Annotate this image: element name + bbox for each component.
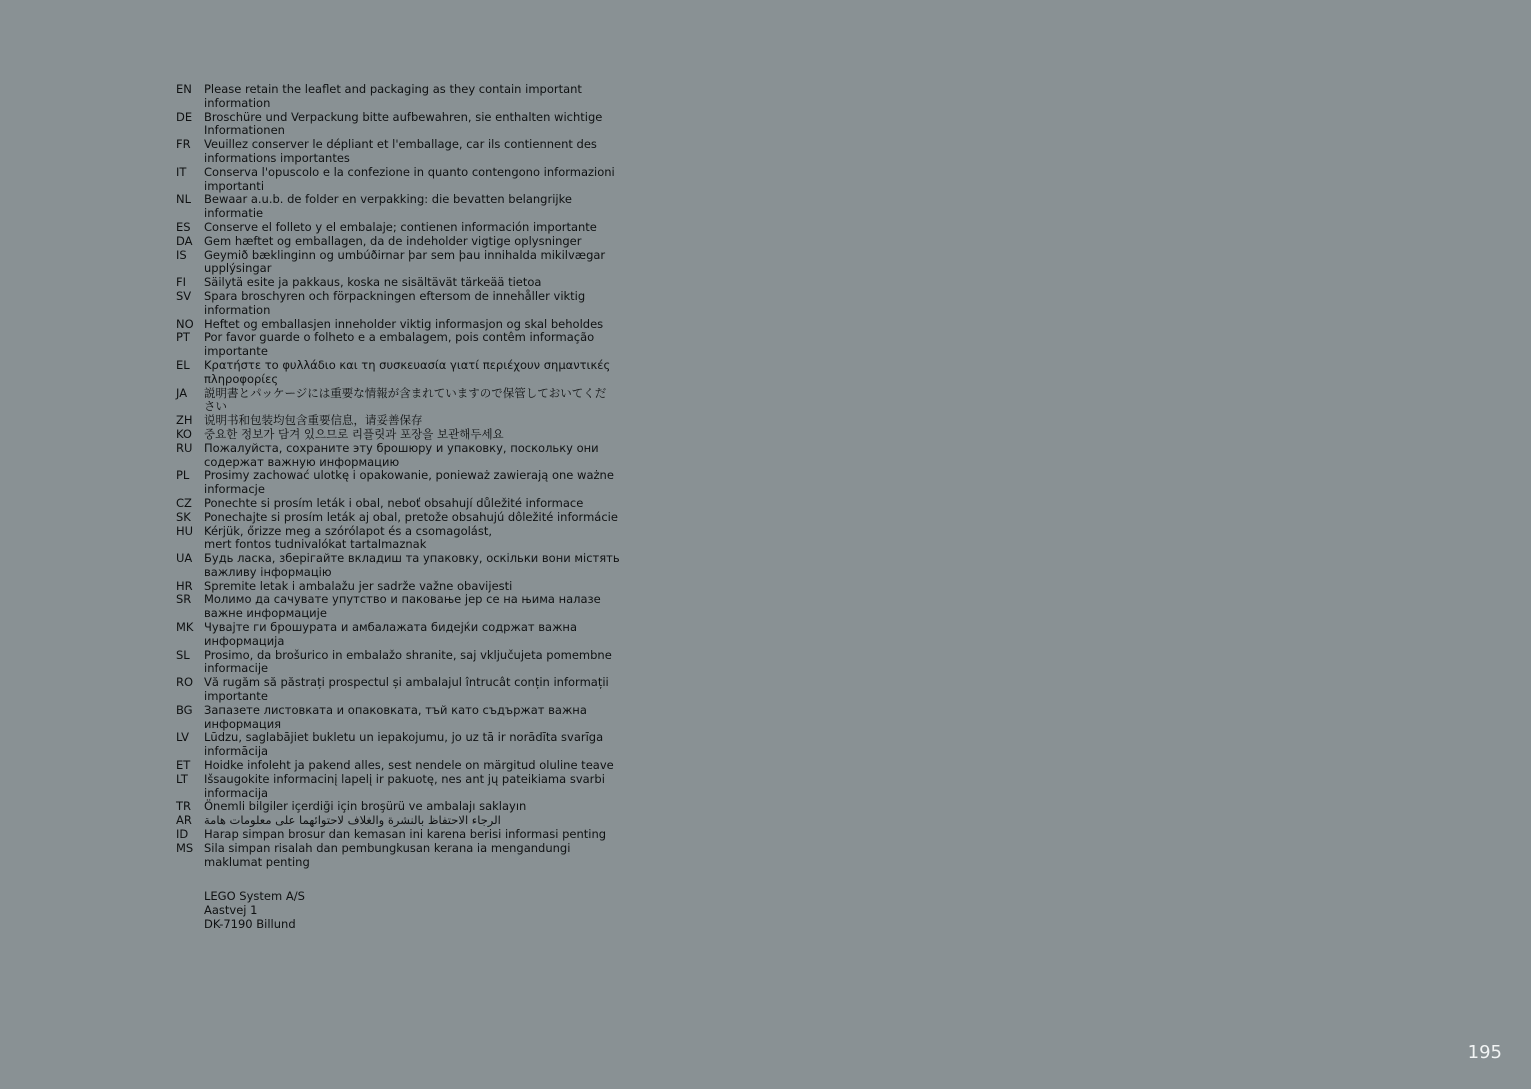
notice-text: 説明書とパッケージには重要な情報が含まれていますので保管しておいてくだ さい	[204, 385, 607, 414]
notice-text: Lūdzu, saglabājiet bukletu un iepakojumu, jo uz tā ir norādīta svarīga informācija	[204, 730, 604, 759]
notice-row-lt	[176, 773, 646, 801]
language-code: DA	[176, 233, 193, 248]
notice-row-ja	[176, 387, 646, 415]
notice-text: Κρατήστε το φυλλάδιο και τη συσκευασία γιατί περιέχουν σημαντικές πληροφορίες	[204, 357, 611, 386]
language-code: HU	[176, 523, 194, 538]
language-code: ZH	[176, 413, 193, 428]
notice-row-sr	[176, 593, 646, 621]
notice-text: Молимо да сачувате упутство и паковање јер се на њима налазе важне информације	[204, 592, 601, 621]
language-code: PT	[176, 330, 190, 345]
manufacturer-address	[204, 890, 305, 931]
notice-text: Harap simpan brosur dan kemasan ini karena berisi informasi penting	[204, 827, 607, 842]
notice-text: Por favor guarde o folheto e a embalagem, pois contêm informação importante	[204, 330, 595, 359]
notice-row-ar	[176, 814, 646, 828]
language-code: HR	[176, 578, 193, 593]
notice-text: Будь ласка, зберігайте вкладиш та упаковку, оскільки вони містять важливу інформацію	[204, 551, 620, 579]
notice-row-tr	[176, 800, 646, 814]
notice-text: Geymið bæklinginn og umbúðirnar þar sem þau innihalda mikilvægar upplýsingar	[204, 247, 606, 276]
language-code: SL	[176, 647, 190, 662]
city-postcode: DK-7190 Billund	[204, 916, 296, 931]
notice-text: Hoidke infoleht ja pakend alles, sest nendele on märgitud oluline teave	[204, 758, 614, 773]
notice-row-sv	[176, 290, 646, 318]
notice-row-it	[176, 166, 646, 194]
notice-row-bg	[176, 704, 646, 732]
language-code: SR	[176, 592, 192, 607]
language-code: DE	[176, 109, 193, 124]
notice-row-pl	[176, 469, 646, 497]
notice-text: 중요한 정보가 담겨 있으므로 리플릿과 포장을 보관해두세요	[204, 426, 504, 441]
notice-text: Vă rugăm să păstrați prospectul și ambalajul întrucât conțin informații importante	[204, 675, 609, 704]
notice-row-ro	[176, 676, 646, 704]
notice-row-sk	[176, 511, 646, 525]
language-code: ES	[176, 219, 191, 234]
language-code: NL	[176, 192, 192, 207]
page-number: 195	[1467, 1042, 1502, 1063]
notice-row-en	[176, 83, 646, 111]
language-code: FI	[176, 275, 187, 290]
notice-row-et	[176, 759, 646, 773]
notice-row-fi	[176, 276, 646, 290]
notice-text: Conserva l'opuscolo e la confezione in quanto contengono informazioni importanti	[204, 164, 615, 193]
notice-row-hr	[176, 580, 646, 594]
language-code: MS	[176, 840, 194, 855]
language-code: TR	[176, 799, 192, 814]
notice-row-sl	[176, 649, 646, 677]
notice-text: Heftet og emballasjen inneholder viktig informasjon og skal beholdes	[204, 316, 604, 331]
notice-text: Spremite letak i ambalažu jer sadrže važne obavijesti	[204, 578, 513, 593]
language-code: LV	[176, 730, 190, 745]
notice-text: Prosimy zachować ulotkę i opakowanie, ponieważ zawierają one ważne informacje	[204, 468, 614, 497]
notice-text: Veuillez conserver le dépliant et l'emballage, car ils contiennent des informations importantes	[204, 137, 597, 165]
language-code: BG	[176, 702, 193, 717]
language-code: KO	[176, 426, 192, 441]
language-code: EN	[176, 82, 192, 96]
language-code: RO	[176, 675, 194, 690]
street-address: Aastvej 1	[204, 902, 258, 917]
language-code: IS	[176, 247, 187, 262]
language-code: CZ	[176, 495, 192, 510]
notice-row-de	[176, 111, 646, 139]
notice-row-fr	[176, 138, 646, 166]
language-code: FR	[176, 137, 191, 152]
language-code: AR	[176, 813, 192, 828]
language-code: NO	[176, 316, 194, 331]
notice-text: Kérjük, őrizze meg a szórólapot és a csomagolást, mert fontos tudnivalókat tartalmaznak	[204, 523, 492, 552]
notice-text: Gem hæftet og emballagen, da de indeholder vigtige oplysninger	[204, 233, 582, 248]
notice-row-is	[176, 249, 646, 277]
language-code: SV	[176, 288, 192, 303]
notice-text: Bewaar a.u.b. de folder en verpakking: die bevatten belangrijke informatie	[204, 192, 572, 221]
retention-notice-list	[176, 83, 646, 869]
language-code: IT	[176, 164, 187, 179]
notice-row-ru	[176, 442, 646, 470]
language-code: LT	[176, 771, 188, 786]
notice-row-no	[176, 318, 646, 332]
notice-row-el	[176, 359, 646, 387]
notice-row-ko	[176, 428, 646, 442]
notice-row-pt	[176, 331, 646, 359]
notice-text: Spara broschyren och förpackningen eftersom de innehåller viktig information	[204, 288, 586, 317]
notice-row-zh	[176, 414, 646, 428]
notice-text: Prosimo, da brošurico in embalažo shranite, saj vključujeta pomembne informacije	[204, 647, 612, 676]
language-code: SK	[176, 509, 191, 524]
notice-text: Broschüre und Verpackung bitte aufbewahren, sie enthalten wichtige Informationen	[204, 109, 603, 138]
language-code: ET	[176, 758, 191, 773]
notice-text: Please retain the leaflet and packaging as they contain important information	[204, 82, 582, 110]
notice-text: Запазете листовката и опаковката, тъй като съдържат важна информация	[204, 702, 587, 731]
notice-row-da	[176, 235, 646, 249]
language-code: ID	[176, 827, 189, 842]
notice-text: Säilytä esite ja pakkaus, koska ne sisältävät tärkeää tietoa	[204, 275, 542, 290]
notice-text: Sila simpan risalah dan pembungkusan kerana ia mengandungi maklumat penting	[204, 840, 571, 869]
notice-row-id	[176, 828, 646, 842]
notice-text: Conserve el folleto y el embalaje; contienen información importante	[204, 219, 597, 234]
notice-row-ua	[176, 552, 646, 580]
notice-text: Пожалуйста, сохраните эту брошюру и упаковку, поскольку они содержат важную информацию	[204, 440, 599, 469]
notice-row-nl	[176, 193, 646, 221]
notice-text: 说明书和包装均包含重要信息，请妥善保存	[204, 413, 423, 428]
notice-row-ms	[176, 842, 646, 870]
notice-text: Чувајте ги брошурата и амбалажата бидејќи содржат важна информација	[204, 620, 577, 648]
notice-text: الرجاء الاحتفاظ بالنشرة والغلاف لاحتوائهما على معلومات هامة	[204, 813, 501, 828]
notice-text: Ponechte si prosím leták i obal, neboť obsahují důležité informace	[204, 495, 584, 510]
language-code: EL	[176, 357, 190, 372]
language-code: MK	[176, 620, 194, 635]
company-name: LEGO System A/S	[204, 889, 305, 903]
notice-row-cz	[176, 497, 646, 511]
notice-row-mk	[176, 621, 646, 649]
notice-row-hu	[176, 525, 646, 553]
notice-text: Önemli bilgiler içerdiği için broşürü ve ambalajı saklayın	[204, 799, 527, 814]
notice-row-es	[176, 221, 646, 235]
language-code: UA	[176, 551, 193, 566]
notice-text: Ponechajte si prosím leták aj obal, pretože obsahujú dôležité informácie	[204, 509, 618, 524]
notice-text: Išsaugokite informacinį lapelį ir pakuotę, nes ant jų pateikiama svarbi informacija	[204, 771, 605, 800]
language-code: PL	[176, 468, 190, 483]
language-code: RU	[176, 440, 193, 455]
notice-row-lv	[176, 731, 646, 759]
language-code: JA	[176, 385, 188, 400]
